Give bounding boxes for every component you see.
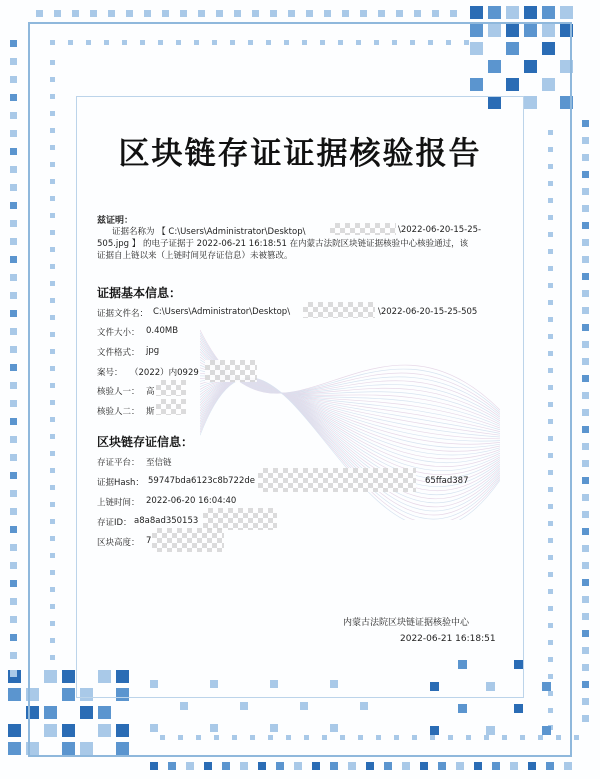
file-format-label: 文件格式： xyxy=(97,348,140,358)
cert-id-value: a8a8ad350153 xyxy=(134,516,199,526)
upload-time-label: 上链时间： xyxy=(97,498,140,508)
issue-date: 2022-06-21 16:18:51 xyxy=(400,634,496,644)
verifier-2-label: 核验人二： xyxy=(97,407,140,417)
cert-id-label: 存证ID： xyxy=(97,518,132,528)
case-number-label: 案号： xyxy=(97,368,123,378)
case-number-value: （2022）内0929 xyxy=(130,368,199,378)
block-height-value: 7 xyxy=(146,536,152,546)
intro-line-3: 证据自上链以来（上链时间见存证信息）未被篡改。 xyxy=(97,251,293,261)
redaction-box xyxy=(330,223,396,235)
issuer-name: 内蒙古法院区块链证据核验中心 xyxy=(343,618,470,628)
hash-tail: 65ffad387 xyxy=(425,476,469,486)
file-name-value: C:\Users\Administrator\Desktop\ xyxy=(153,307,291,317)
platform-label: 存证平台： xyxy=(97,458,140,468)
intro-line-1-tail: \2022-06-20-15-25- xyxy=(398,225,482,235)
report-title: 区块链存证证据核验报告 xyxy=(118,136,482,172)
file-size-label: 文件大小： xyxy=(97,328,140,338)
file-size-value: 0.40MB xyxy=(146,326,179,336)
redaction-box xyxy=(258,468,416,492)
file-format-value: jpg xyxy=(146,346,160,356)
certify-label: 兹证明： xyxy=(97,216,134,226)
intro-line-2: 505.jpg 】 的电子证据于 2022-06-21 16:18:51 在内蒙古法院区块链证据核验中心核验通过，该 xyxy=(97,239,469,249)
chain-info-heading: 区块链存证信息： xyxy=(97,435,194,449)
intro-line-1: 证据名称为 【 C:\Users\Administrator\Desktop\ xyxy=(112,227,306,237)
redaction-box xyxy=(156,399,186,415)
verifier-1-label: 核验人一： xyxy=(97,387,140,397)
block-height-label: 区块高度： xyxy=(97,538,140,548)
verifier-2-value: 斯 xyxy=(146,407,155,417)
basic-info-heading: 证据基本信息： xyxy=(97,286,182,300)
verifier-1-value: 高 xyxy=(146,387,155,397)
redaction-box xyxy=(156,380,186,396)
redaction-box xyxy=(203,508,277,530)
redaction-box xyxy=(205,360,257,382)
file-name-label: 证据文件名： xyxy=(97,309,149,319)
redaction-box xyxy=(152,528,224,552)
hash-value: 59747bda6123c8b722de xyxy=(148,476,255,486)
file-name-tail: \2022-06-20-15-25-505 xyxy=(378,307,478,317)
upload-time-value: 2022-06-20 16:04:40 xyxy=(146,496,237,506)
platform-value: 至信链 xyxy=(146,458,172,468)
redaction-box xyxy=(303,302,375,318)
hash-label: 证据Hash： xyxy=(97,478,144,488)
